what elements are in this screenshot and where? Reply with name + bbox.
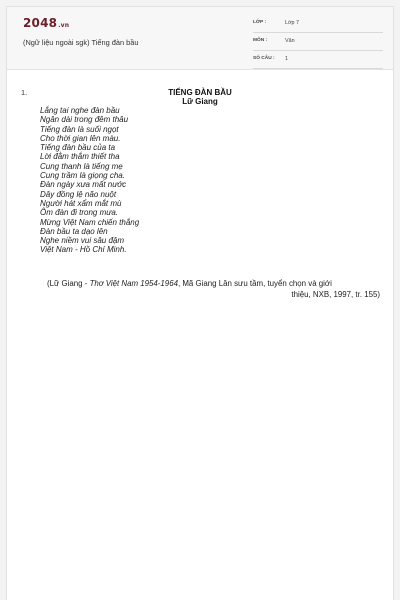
document-meta [253,16,383,70]
poem-line: Đàn bầu ta dạo lên [40,226,108,236]
poem-source [47,278,380,300]
document-sheet [6,6,394,600]
site-logo[interactable] [23,16,69,30]
poem-line: Ôm đàn đi trong mưa. [40,208,118,218]
poem-line: Mừng Việt Nam chiến thắng [40,217,140,227]
meta-row-subject [253,34,383,51]
poem-author: Lữ Giang [182,97,218,106]
source-rest: , Mã Giang Lân sưu tầm, tuyển chọn và giới [177,279,332,288]
poem-line: Đàn ngày xưa mất nước [40,180,127,190]
source-line-1 [47,278,380,289]
meta-value-question-count: 1 [285,56,288,62]
meta-value-subject: Văn [285,38,295,44]
document-header [7,7,393,70]
poem-line: Lắng tai nghe đàn bầu [40,106,120,115]
meta-row-question-count [253,52,383,69]
logo-text: 2048 [23,16,58,30]
poem-line: Cung thanh là tiếng mẹ [40,161,123,171]
source-prefix: (Lữ Giang - [47,279,90,288]
poem-line: Cho thời gian lên màu. [40,133,121,143]
logo-domain: .vn [58,22,70,29]
poem-line: Dây đồng lệ não nuột [40,189,117,199]
poem-line: Lời đằm thắm thiết tha [40,152,120,162]
meta-label-question-count: SỐ CÂU : [253,56,275,61]
poem-body [40,106,370,255]
poem-line: Việt Nam - Hồ Chí Minh. [40,245,127,255]
poem-line: Cung trầm là giọng cha. [40,171,125,181]
poem-line: Người hát xẩm mắt mù [40,198,122,208]
meta-label-subject: MÔN : [253,38,268,43]
question-number: 1. [21,88,28,97]
poem-line: Tiếng đàn bầu của ta [40,143,116,153]
source-book-title: Thơ Việt Nam 1954-1964 [89,279,178,288]
source-line-2: thiệu, NXB, 1997, tr. 155) [291,290,380,299]
poem-line: Ngân dài trong đêm thâu [40,115,129,125]
poem-line: Tiếng đàn là suối ngọt [40,124,119,134]
poem-title: TIẾNG ĐÀN BẦU [168,88,232,97]
poem-line: Nghe niềm vui sâu đậm [40,236,125,246]
meta-row-class [253,16,383,33]
meta-value-class: Lớp 7 [285,20,300,26]
document-title: (Ngữ liệu ngoài sgk) Tiếng đàn bầu [23,38,139,47]
meta-label-class: LỚP : [253,20,267,25]
